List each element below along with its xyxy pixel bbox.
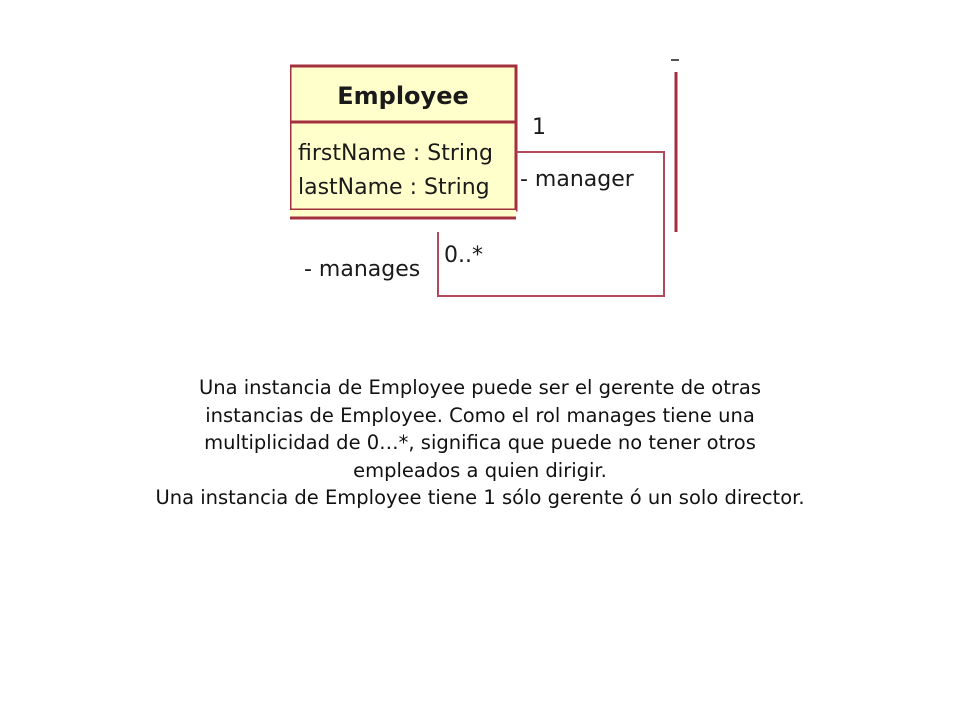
uml-class-diagram xyxy=(0,0,960,340)
class-name: Employee xyxy=(337,82,469,110)
crop-mask-left xyxy=(285,60,290,225)
manager-multiplicity: 1 xyxy=(532,115,546,140)
caption-line-1: Una instancia de Employee puede ser el gerente de otras xyxy=(198,376,762,399)
manages-multiplicity: 0..* xyxy=(444,243,483,268)
caption-line-5: Una instancia de Employee tiene 1 sólo gerente ó un solo director. xyxy=(155,486,805,509)
attribute-first-name: firstName : String xyxy=(298,141,493,166)
employee-class xyxy=(285,60,516,225)
crop-edge-right xyxy=(671,60,679,232)
attribute-last-name: lastName : String xyxy=(298,175,490,200)
manager-role: - manager xyxy=(520,167,634,192)
caption xyxy=(60,374,900,512)
manages-role: - manages xyxy=(304,257,421,282)
caption-line-2: instancias de Employee. Como el rol manages tiene una xyxy=(205,403,755,427)
caption-line-4: empleados a quien dirigir. xyxy=(353,458,607,482)
caption-line-3: multiplicidad de 0…*, significa que puede no tener otros xyxy=(204,431,756,454)
